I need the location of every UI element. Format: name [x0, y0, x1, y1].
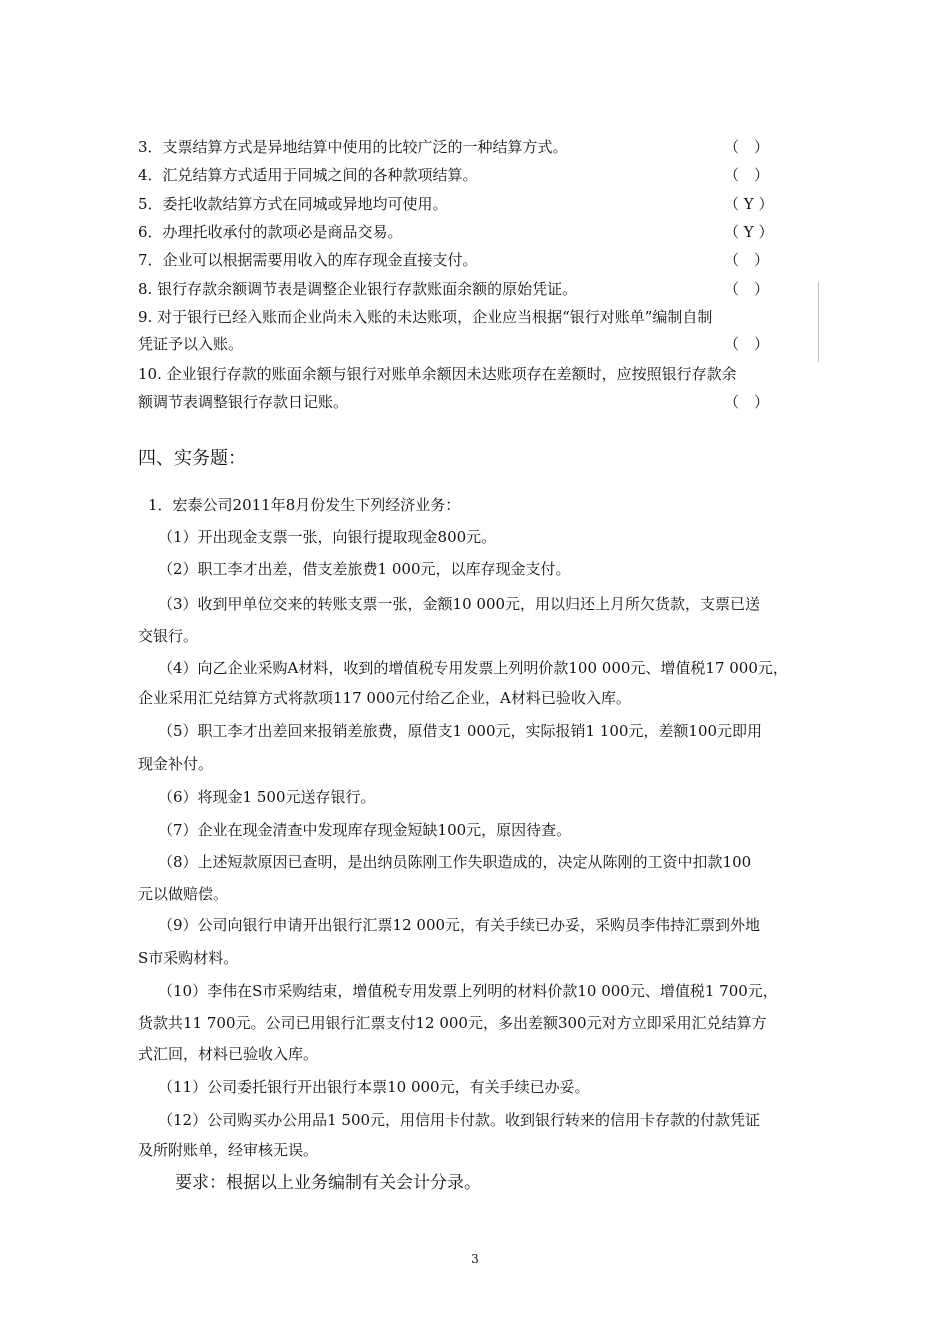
task-line: （4）向乙企业采购A材料，收到的增值税专用发票上列明价款100 000元、增值税17 000元，	[158, 659, 788, 677]
tf-item-6	[138, 222, 818, 242]
tf-item-10-cont	[138, 392, 818, 412]
answer-blank: （ ）	[724, 393, 770, 411]
answer-blank: （ ）	[724, 251, 770, 269]
page-number: 3	[471, 1252, 479, 1266]
tf-item-text: 额调节表调整银行存款日记账。	[138, 393, 349, 411]
tf-item-text: 9. 对于银行已经入账而企业尚未入账的未达账项，企业应当根据“银行对账单”编制自制	[138, 308, 713, 326]
task-line: （10）李伟在S市采购结束，增值税专用发票上列明的材料价款10 000元、增值税1 700元，	[158, 982, 778, 1000]
answer-blank: （ Y ）	[724, 195, 774, 213]
task-line: 元以做赔偿。	[138, 885, 229, 903]
task-line: （11）公司委托银行开出银行本票10 000元，有关手续已办妥。	[158, 1078, 590, 1096]
task-line: （7）企业在现金清查中发现库存现金短缺100元，原因待查。	[158, 821, 572, 839]
tf-item-3	[138, 137, 818, 157]
answer-blank: （ ）	[724, 335, 770, 353]
tf-item-text: 3．支票结算方式是异地结算中使用的比较广泛的一种结算方式。	[138, 138, 568, 156]
task-line: （2）职工李才出差，借支差旅费1 000元，以库存现金支付。	[158, 560, 571, 578]
answer-blank: （ Y ）	[724, 223, 774, 241]
task-line: （5）职工李才出差回来报销差旅费，原借支1 000元，实际报销1 100元，差额100元即用	[158, 722, 763, 740]
tf-item-text: 7．企业可以根据需要用收入的库存现金直接支付。	[138, 251, 478, 269]
task-line: 式汇回，材料已验收入库。	[138, 1045, 319, 1063]
task-line: 货款共11 700元。公司已用银行汇票支付12 000元，多出差额300元对方立即采用汇兑结算方	[138, 1014, 767, 1032]
answer-blank: （ ）	[724, 166, 770, 184]
task-line: （1）开出现金支票一张，向银行提取现金800元。	[158, 528, 497, 546]
margin-rule	[818, 282, 819, 362]
section-heading: 四、实务题：	[138, 448, 246, 469]
requirement-text: 要求：根据以上业务编制有关会计分录。	[175, 1173, 481, 1193]
tf-item-9	[138, 307, 818, 327]
task-intro: 1．宏泰公司2011年8月份发生下列经济业务：	[148, 496, 461, 514]
task-line: 企业采用汇兑结算方式将款项117 000元付给乙企业，A材料已验收入库。	[138, 689, 631, 707]
answer-blank: （ ）	[724, 280, 770, 298]
tf-item-text: 4．汇兑结算方式适用于同城之间的各种款项结算。	[138, 166, 478, 184]
task-line: （12）公司购买办公用品1 500元，用信用卡付款。收到银行转来的信用卡存款的付款凭证	[158, 1111, 761, 1129]
task-line: 现金补付。	[138, 755, 214, 773]
task-line: 交银行。	[138, 627, 199, 645]
tf-item-text: 5．委托收款结算方式在同城或异地均可使用。	[138, 195, 448, 213]
task-line: （8）上述短款原因已查明，是出纳员陈刚工作失职造成的，决定从陈刚的工资中扣款100	[158, 853, 752, 871]
tf-item-10	[138, 364, 818, 384]
answer-blank: （ ）	[724, 138, 770, 156]
task-line: S市采购材料。	[138, 949, 239, 967]
task-line: 及所附账单，经审核无误。	[138, 1141, 319, 1159]
tf-item-text: 凭证予以入账。	[138, 335, 244, 353]
tf-item-9-cont	[138, 334, 818, 354]
tf-item-5	[138, 194, 818, 214]
task-line: （6）将现金1 500元送存银行。	[158, 788, 376, 806]
tf-item-text: 8. 银行存款余额调节表是调整企业银行存款账面余额的原始凭证。	[138, 280, 578, 298]
task-line: （3）收到甲单位交来的转账支票一张，金额10 000元，用以归还上月所欠货款，支票已送	[158, 595, 761, 613]
tf-item-8	[138, 279, 818, 299]
task-line: （9）公司向银行申请开出银行汇票12 000元，有关手续已办妥，采购员李伟持汇票到外地	[158, 916, 761, 934]
tf-item-text: 6．办理托收承付的款项必是商品交易。	[138, 223, 403, 241]
tf-item-4	[138, 165, 818, 185]
tf-item-7	[138, 250, 818, 270]
tf-item-text: 10. 企业银行存款的账面余额与银行对账单余额因未达账项存在差额时，应按照银行存款余	[138, 365, 737, 383]
